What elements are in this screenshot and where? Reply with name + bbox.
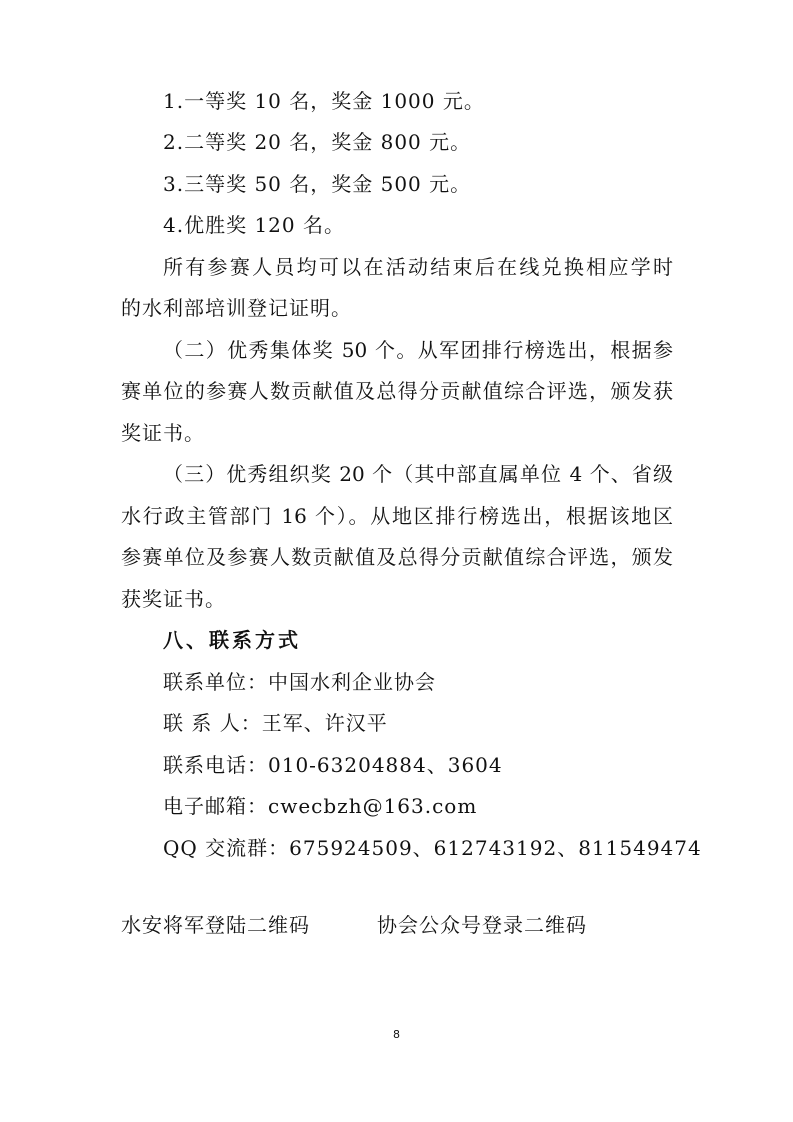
prize-third: 3.三等奖 50 名，奖金 500 元。: [163, 172, 472, 196]
group-award-line-2: 赛单位的参赛人数贡献值及总得分贡献值综合评选，颁发获: [121, 379, 673, 403]
contact-person: 联 系 人：王军、许汉平: [163, 711, 388, 735]
contact-qq-group: QQ 交流群：675924509、612743192、811549474: [163, 836, 702, 860]
prize-excellence: 4.优胜奖 120 名。: [163, 213, 345, 237]
contact-email: 电子邮箱：cwecbzh@163.com: [163, 794, 478, 818]
qr-label-official-account: 协会公众号登录二维码: [377, 913, 587, 937]
organization-award-line-1: （三）优秀组织奖 20 个（其中部直属单位 4 个、省级: [163, 462, 673, 486]
certificate-paragraph-line-1: 所有参赛人员均可以在活动结束后在线兑换相应学时: [163, 255, 673, 279]
group-award-line-3: 奖证书。: [121, 421, 205, 445]
prize-first: 1.一等奖 10 名，奖金 1000 元。: [163, 89, 485, 113]
prize-second: 2.二等奖 20 名，奖金 800 元。: [163, 130, 472, 154]
contact-phone: 联系电话：010-63204884、3604: [163, 753, 503, 777]
contact-heading: 八、联系方式: [163, 628, 301, 652]
group-award-line-1: （二）优秀集体奖 50 个。从军团排行榜选出，根据参: [163, 338, 673, 362]
organization-award-line-2: 水行政主管部门 16 个）。从地区排行榜选出，根据该地区: [121, 504, 673, 528]
page-number: 8: [393, 1028, 400, 1041]
organization-award-line-4: 获奖证书。: [121, 587, 226, 611]
certificate-paragraph-line-2: 的水利部培训登记证明。: [121, 296, 352, 320]
organization-award-line-3: 参赛单位及参赛人数贡献值及总得分贡献值综合评选，颁发: [121, 545, 673, 569]
contact-unit: 联系单位：中国水利企业协会: [163, 670, 436, 694]
qr-label-login: 水安将军登陆二维码: [121, 913, 310, 937]
